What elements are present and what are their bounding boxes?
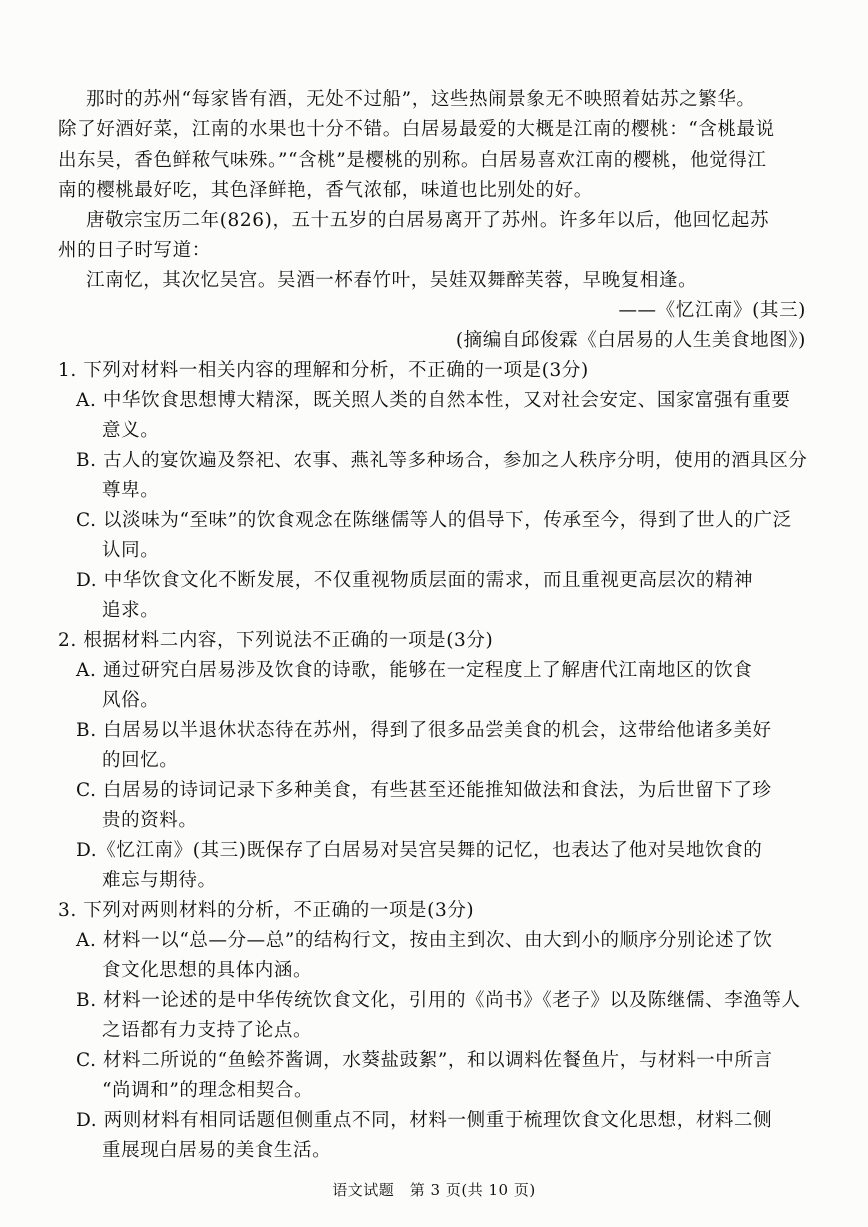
- passage-line: 南的樱桃最好吃，其色泽鲜艳，香气浓郁，味道也比别处的好。: [58, 180, 593, 201]
- passage-line: 出东吴，香色鲜秾气味殊。”“含桃”是樱桃的别称。白居易喜欢江南的樱桃，他觉得江: [58, 150, 767, 171]
- option-line: “尚调和”的理念相契合。: [102, 1080, 314, 1101]
- passage-line: 州的日子时写道：: [58, 240, 211, 261]
- option-line: 食文化思想的具体内涵。: [102, 960, 313, 981]
- question-stem: 1. 下列对材料一相关内容的理解和分析，不正确的一项是(3分): [58, 360, 589, 381]
- option-line: B. 白居易以半退休状态待在苏州，得到了很多品尝美食的机会，这带给他诸多美好: [76, 720, 772, 741]
- option-line: 认同。: [102, 540, 160, 561]
- option-line: C. 白居易的诗词记录下多种美食，有些甚至还能推知做法和食法，为后世留下了珍: [76, 780, 772, 801]
- option-line: D. 两则材料有相同话题但侧重点不同，材料一侧重于梳理饮食文化思想，材料二侧: [76, 1110, 773, 1131]
- passage-line: 那时的苏州“每家皆有酒，无处不过船”，这些热闹景象无不映照着姑苏之繁华。: [86, 89, 756, 110]
- option-line: B. 古人的宴饮遍及祭祀、农事、燕礼等多种场合，参加之人秩序分明，使用的酒具区分: [76, 450, 808, 471]
- option-line: C. 材料二所说的“鱼鲙芥酱调，水葵盐豉絮”，和以调料佐餐鱼片，与材料一中所言: [76, 1050, 773, 1071]
- question-stem: 2. 根据材料二内容，下列说法不正确的一项是(3分): [58, 630, 494, 651]
- option-line: A. 中华饮食思想博大精深，既关照人类的自然本性，又对社会安定、国家富强有重要: [76, 390, 791, 411]
- option-line: D. 中华饮食文化不断发展，不仅重视物质层面的需求，而且重视更高层次的精神: [76, 570, 754, 591]
- page-footer: 语文试题 第 3 页(共 10 页): [332, 1181, 536, 1199]
- option-line: 贵的资料。: [102, 810, 198, 831]
- option-line: 追求。: [102, 600, 160, 621]
- passage-line: 唐敬宗宝历二年(826)，五十五岁的白居易离开了苏州。许多年以后，他回忆起苏: [86, 210, 770, 231]
- question-stem: 3. 下列对两则材料的分析，不正确的一项是(3分): [58, 900, 475, 921]
- option-line: 的回忆。: [102, 750, 179, 771]
- option-line: 风俗。: [102, 690, 160, 711]
- option-line: A. 材料一以“总—分—总”的结构行文，按由主到次、由大到小的顺序分别论述了饮: [76, 930, 773, 951]
- passage-line: 除了好酒好菜，江南的水果也十分不错。白居易最爱的大概是江南的樱桃：“含桃最说: [58, 119, 775, 140]
- option-line: 难忘与期待。: [102, 870, 217, 891]
- option-line: 重展现白居易的美食生活。: [102, 1140, 332, 1161]
- option-line: 意义。: [102, 420, 160, 441]
- option-line: 之语都有力支持了论点。: [102, 1020, 313, 1041]
- excerpt-source: (摘编自邱俊霖《白居易的人生美食地图》): [455, 330, 806, 351]
- poem-source: ——《忆江南》(其三): [618, 300, 806, 321]
- option-line: A. 通过研究白居易涉及饮食的诗歌，能够在一定程度上了解唐代江南地区的饮食: [76, 660, 753, 681]
- option-line: B. 材料一论述的是中华传统饮食文化，引用的《尚书》《老子》以及陈继儒、李渔等人: [76, 990, 801, 1011]
- option-line: 尊卑。: [102, 480, 160, 501]
- poem-line: 江南忆，其次忆吴宫。吴酒一杯春竹叶，吴娃双舞醉芙蓉，早晚复相逢。: [86, 270, 698, 291]
- option-line: C. 以淡味为“至味”的饮食观念在陈继儒等人的倡导下，传承至今，得到了世人的广泛: [76, 510, 792, 531]
- option-line: D.《忆江南》(其三)既保存了白居易对吴宫吴舞的记忆，也表达了他对吴地饮食的: [76, 840, 763, 861]
